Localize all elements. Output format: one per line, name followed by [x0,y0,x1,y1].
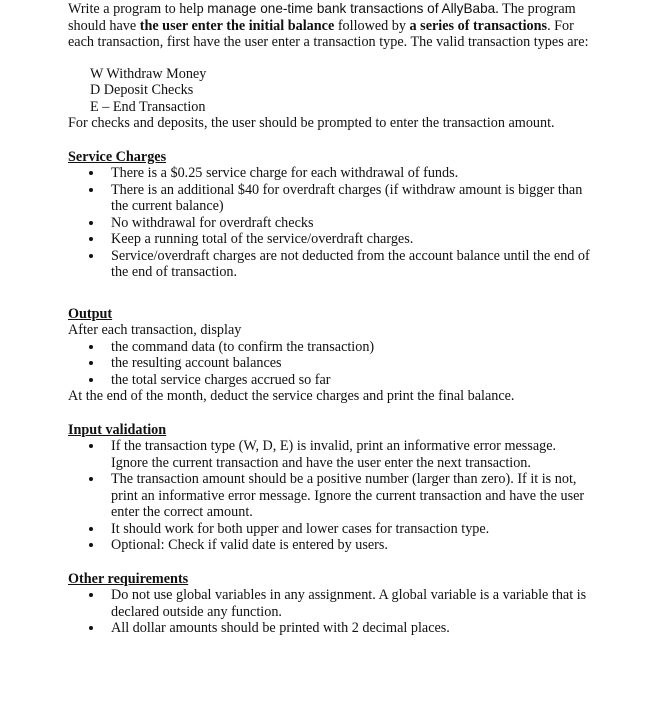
intro-text-5: . For each transaction, first have the user enter a transaction type. The valid transaction types are: [68,17,589,50]
intro-bold-2: a series of transactions [409,17,548,34]
input-validation-list [68,438,593,554]
checks-note: For checks and deposits, the user should be prompted to enter the transaction amount. [68,115,555,131]
service-charges-section [68,149,593,281]
list-item: the total service charges accrued so far [111,372,593,389]
intro-text-3: . The program should have [68,1,576,34]
list-item: There is a $0.25 service charge for each withdrawal of funds. [111,165,593,182]
list-item: Optional: Check if valid date is entered by users. [111,537,593,554]
intro-bold-1: the user enter the initial balance [139,17,335,34]
other-requirements-heading: Other requirements [68,570,189,587]
list-item: There is an additional $40 for overdraft charges (if withdraw amount is bigger than the current balance) [111,182,593,215]
intro-text-sans: manage one-time bank transactions of AllyBaba [207,1,496,16]
intro-text-1: Write a program to help [68,1,208,17]
list-item: the resulting account balances [111,355,593,372]
list-item: The transaction amount should be a positive number (larger than zero). If it is not, print an informative error message. Ignore the current transaction and have the user enter the correct amount. [111,471,593,521]
service-charges-heading: Service Charges [68,148,167,165]
assignment-document [68,1,593,637]
service-charges-list [68,165,593,281]
list-item: Keep a running total of the service/overdraft charges. [111,231,593,248]
transaction-type-deposit: D Deposit Checks [90,82,194,98]
list-item: It should work for both upper and lower cases for transaction type. [111,521,593,538]
list-item: Service/overdraft charges are not deducted from the account balance until the end of the end of transaction. [111,248,593,281]
output-lead: After each transaction, display [68,322,242,338]
input-validation-heading: Input validation [68,421,167,438]
output-heading: Output [68,305,113,322]
transaction-type-list [68,66,593,116]
output-list [68,339,593,389]
list-item: Do not use global variables in any assignment. A global variable is a variable that is declared outside any function. [111,587,593,620]
other-requirements-section [68,571,593,637]
list-item: No withdrawal for overdraft checks [111,215,593,232]
month-end-note: At the end of the month, deduct the service charges and print the final balance. [68,388,515,404]
list-item: If the transaction type (W, D, E) is invalid, print an informative error message. Ignore the current transaction and have the user enter the next transaction. [111,438,593,471]
transaction-type-withdraw: W Withdraw Money [90,65,207,82]
output-section [68,306,593,389]
list-item: All dollar amounts should be printed with 2 decimal places. [111,620,593,637]
intro-text-4: followed by [334,17,410,34]
transaction-type-end: E – End Transaction [90,98,206,115]
input-validation-section [68,422,593,554]
list-item: the command data (to confirm the transaction) [111,339,593,356]
intro-paragraph [68,1,593,51]
other-requirements-list [68,587,593,637]
